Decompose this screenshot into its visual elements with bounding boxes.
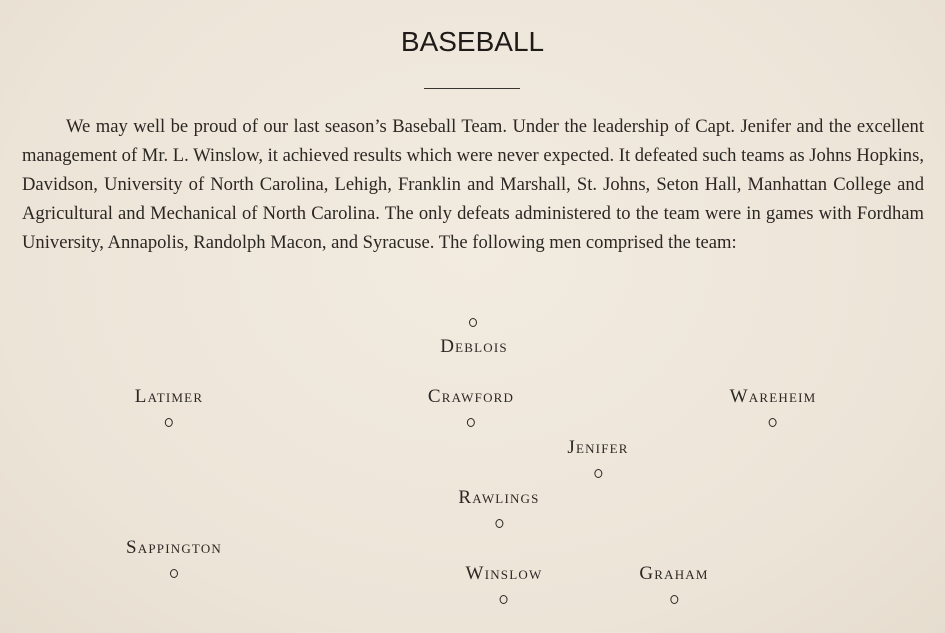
player-rawlings [458, 487, 539, 528]
player-name: Latimer [134, 386, 204, 407]
player-crawford [428, 386, 514, 427]
position-mark [500, 595, 508, 604]
position-mark [594, 469, 602, 478]
player-deblois [440, 336, 508, 358]
player-name: Jenifer [567, 437, 629, 458]
body-text [22, 112, 924, 257]
player-wareheim [730, 386, 817, 427]
player-name: Graham [639, 563, 709, 584]
position-mark [165, 418, 173, 427]
player-sappington [126, 537, 222, 578]
page-title: BASEBALL [400, 26, 545, 57]
player-name: Winslow [465, 563, 543, 584]
player-latimer [135, 386, 203, 427]
player-name: Crawford [427, 386, 515, 407]
position-mark [495, 519, 503, 528]
player-name: Sappington [125, 537, 223, 558]
player-winslow [466, 563, 543, 604]
player-name: Deblois [440, 336, 508, 357]
title-rule [424, 88, 520, 89]
position-mark [670, 595, 678, 604]
player-name: Rawlings [458, 487, 540, 508]
position-mark [769, 418, 777, 427]
player-jenifer [567, 437, 628, 478]
position-mark [467, 418, 475, 427]
season-paragraph: We may well be proud of our last season’s Baseball Team. Under the leadership of Capt. Jenifer and the excellent management of Mr. L. Winslow, it achieved results which were never expected. It defeated such teams as Johns Hopkins, Davidson, University of North Carolina, Lehigh, Franklin and Marshall, St. Johns, Seton Hall, Manhattan College and Agricultural and Mechanical of North Carolina. The only defeats administered to the team were in games with Fordham University, Annapolis, Randolph Macon, and Syracuse. The following men comprised the team: [22, 116, 924, 253]
player-name: Wareheim [729, 386, 817, 407]
deblois-position-mark [469, 318, 477, 327]
position-mark [170, 569, 178, 578]
player-graham [639, 563, 708, 604]
